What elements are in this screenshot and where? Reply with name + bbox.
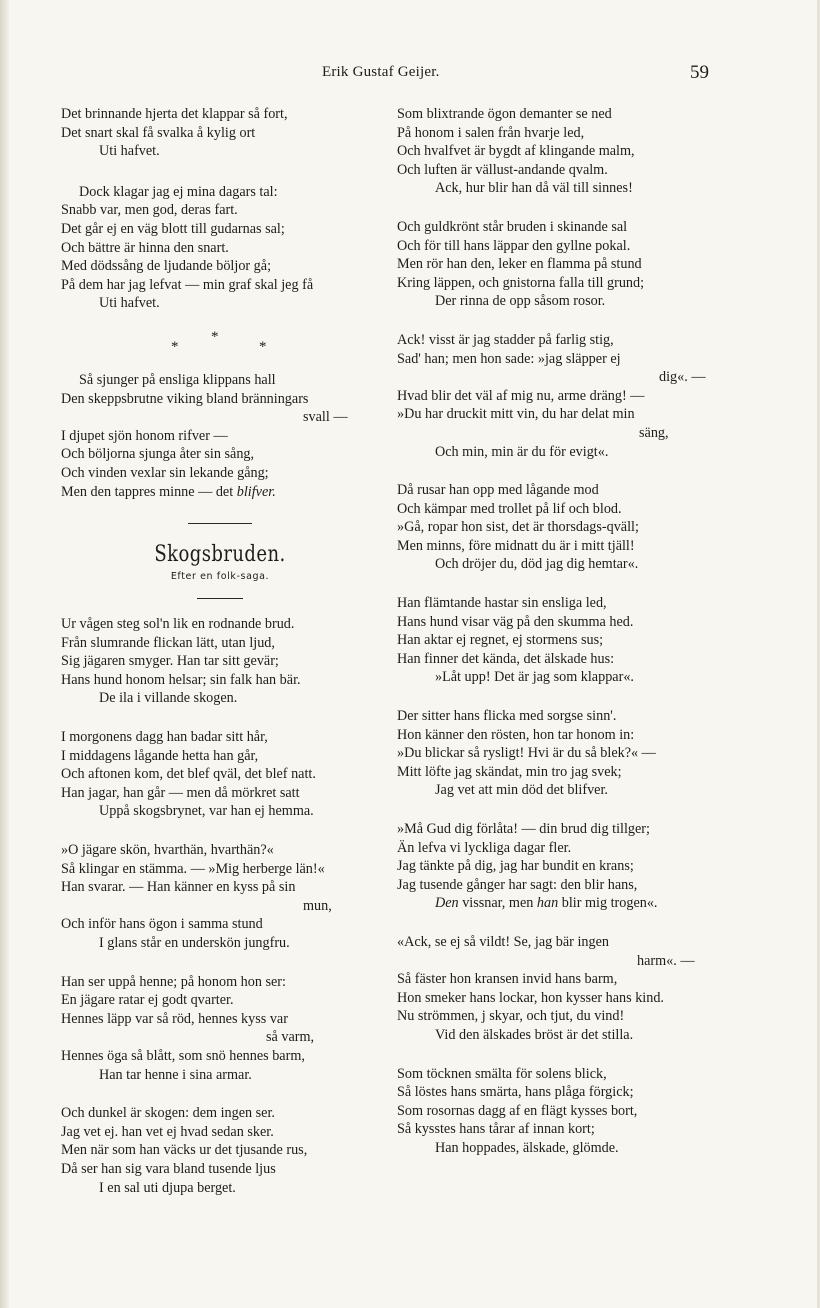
stanza (61, 105, 379, 161)
stanza (61, 615, 379, 708)
verse-line: Hvad blir det väl af mig nu, arme dräng! — (397, 387, 645, 404)
stanza (61, 1104, 379, 1197)
verse-line-continuation: svall — (303, 409, 348, 426)
stanza (61, 371, 379, 501)
verse-line: Då rusar han opp med lågande mod (397, 482, 599, 499)
verse-line: Han flämtande hastar sin ensliga led, (397, 595, 607, 612)
verse-line: Hon smeker hans lockar, hon kysser hans kind. (397, 989, 664, 1006)
verse-line: »Du har druckit mitt vin, du har delat min (397, 406, 635, 423)
verse-line: Det går ej en väg blott till gudarnas sal; (61, 220, 285, 237)
verse-line: Hon känner den rösten, hon tar honom in: (397, 726, 635, 743)
verse-refrain: Jag vet att min död det blifver. (435, 782, 608, 799)
verse-refrain: Uti hafvet. (99, 295, 160, 312)
verse-line: Han jagar, han går — men då mörkret satt (61, 784, 300, 801)
running-header (0, 62, 820, 86)
verse-line: På dem har jag lefvat — min graf skal jeg få (61, 276, 314, 293)
verse-line: Så sjunger på ensliga klippans hall (79, 371, 276, 388)
verse-text: vissnar, men (462, 895, 534, 912)
title-rule-bottom (197, 598, 243, 599)
verse-line: Från slumrande flickan lätt, utan ljud, (61, 634, 275, 651)
verse-refrain: I glans står en underskön jungfru. (99, 935, 290, 951)
stanza (397, 1065, 715, 1158)
stanza (397, 707, 715, 800)
poem-title-block (61, 523, 379, 599)
page-binding-edge (0, 0, 9, 1308)
right-column (397, 105, 715, 1178)
verse-line: Så fäster hon kransen invid hans barm, (397, 971, 618, 988)
poem-subtitle: Efter en folk-saga. (170, 571, 270, 583)
verse-line: Som rosornas dagg af en flägt kysses bort, (397, 1102, 638, 1119)
verse-line-continuation: säng, (639, 424, 669, 441)
verse-line: På honom i salen från hvarje led, (397, 124, 585, 141)
verse-line: Mitt löfte jag skändat, min tro jag svek; (397, 763, 622, 780)
verse-line: Han ser uppå henne; på honom hon ser: (61, 973, 286, 990)
verse-line-continuation: harm«. — (637, 952, 695, 969)
verse-line: Jag vet ej. han vet ej hvad sedan sker. (61, 1123, 274, 1140)
verse-line: Men när som han väcks ur det tjusande rus, (61, 1142, 308, 1159)
verse-line: Och luften är vällust-andande qvalm. (397, 161, 608, 178)
verse-refrain: De ila i villande skogen. (99, 690, 238, 707)
stanza (397, 933, 715, 1045)
verse-line-continuation: mun, (303, 897, 332, 914)
verse-line: Än lefva vi lyckliga dagar fler. (397, 839, 572, 856)
verse-line: Och för till hans läppar den gyllne pokal. (397, 237, 631, 254)
verse-line: »O jägare skön, hvarthän, hvarthän?« (61, 842, 274, 859)
verse-line: Den skeppsbrutne viking bland bränningars (61, 390, 309, 407)
verse-line: Då ser han sig vara bland tusende ljus (61, 1160, 276, 1177)
verse-text: Men den tappres minne — det (61, 483, 234, 500)
stanza (397, 218, 715, 311)
verse-line: Och guldkrönt står bruden i skinande sal (397, 218, 628, 235)
verse-line: Med dödssång de ljudande böljor gå; (61, 258, 272, 275)
verse-line: I djupet sjön honom rifver — (61, 427, 228, 444)
verse-line: Dock klagar jag ej mina dagars tal: (79, 183, 278, 200)
verse-line: I middagens lågande hetta han går, (61, 747, 259, 764)
verse-line: Ack! visst är jag stadder på farlig stig, (397, 331, 614, 348)
verse-line: Sig jägaren smyger. Han tar sitt gevär; (61, 653, 279, 670)
stanza (397, 594, 715, 687)
verse-refrain: Uti hafvet. (99, 143, 160, 160)
verse-line: Jag tänkte på dig, jag har bundit en krans; (397, 858, 634, 875)
verse-refrain: Han hoppades, älskade, glömde. (435, 1139, 619, 1156)
verse-line: I morgonens dagg han badar sitt hår, (61, 729, 268, 746)
verse-line: Som töcknen smälta för solens blick, (397, 1065, 607, 1082)
verse-line-continuation: så varm, (266, 1029, 315, 1046)
title-rule-top (188, 523, 252, 524)
stanza (61, 841, 379, 953)
stanza (61, 728, 379, 821)
verse-refrain: Uppå skogsbrynet, var han ej hemma. (99, 803, 314, 820)
emphasized-word: blifver. (236, 483, 276, 500)
verse-line: Så kysstes hans tårar af innan kort; (397, 1121, 595, 1138)
verse-line: Det brinnande hjerta det klappar så fort, (61, 106, 288, 122)
verse-line: Och vinden vexlar sin lekande gång; (61, 464, 269, 481)
verse-refrain: Vid den älskades bröst är det stilla. (435, 1026, 634, 1043)
verse-line: Och hvalfvet är bygdt af klingande malm, (397, 143, 635, 160)
verse-refrain: Och dröjer du, död jag dig hemtar«. (435, 556, 639, 573)
verse-refrain: I en sal uti djupa berget. (99, 1179, 236, 1196)
running-head-author: Erik Gustaf Geijer. (322, 64, 440, 80)
verse-line: Snabb var, men god, deras fart. (61, 202, 238, 219)
verse-refrain: »Låt upp! Det är jag som klappar«. (435, 669, 634, 686)
stanza (397, 105, 715, 198)
verse-line: Och dunkel är skogen: dem ingen ser. (61, 1105, 275, 1122)
verse-line: Han aktar ej regnet, ej stormens sus; (397, 632, 604, 649)
verse-line: »Må Gud dig förlåta! — din brud dig tillger; (397, 821, 650, 837)
verse-line: Hans hund visar väg på den skumma hed. (397, 613, 634, 630)
verse-line: En jägare ratar ej godt qvarter. (61, 992, 234, 1009)
verse-line: Så löstes hans smärta, hans plåga förgick; (397, 1084, 634, 1101)
verse-line: «Ack, se ej så vildt! Se, jag bär ingen (397, 933, 609, 950)
verse-line: Och kämpar med trollet på lif och blod. (397, 500, 622, 517)
verse-refrain (397, 894, 715, 913)
verse-line: Som blixtrande ögon demanter se ned (397, 106, 612, 122)
verse-refrain: Han tar henne i sina armar. (99, 1066, 252, 1083)
verse-line (61, 483, 379, 502)
verse-line: Han svarar. — Han känner en kyss på sin (61, 879, 296, 896)
verse-line: Hennes öga så blått, som snö hennes barm, (61, 1047, 305, 1064)
separator-star: * (171, 338, 179, 355)
page-number: 59 (690, 62, 709, 83)
verse-line: »Du blickar så rysligt! Hvi är du så blek?« — (397, 745, 656, 762)
verse-line: Men rör han den, leker en flamma på stund (397, 256, 642, 273)
stanza (397, 820, 715, 913)
verse-line: Ur vågen steg sol'n lik en rodnande brud. (61, 616, 295, 633)
verse-refrain: Ack, hur blir han då väl till sinnes! (435, 180, 633, 197)
emphasized-word: han (536, 895, 559, 912)
verse-line: Och aftonen kom, det blef qväl, det blef natt. (61, 766, 316, 783)
verse-line: Han finner det kända, det älskade hus: (397, 650, 615, 667)
verse-line: Hennes läpp var så röd, hennes kyss var (61, 1010, 288, 1027)
stanza (397, 481, 715, 574)
verse-line: Sad' han; men hon sade: »jag släpper ej (397, 350, 621, 367)
verse-line: Nu strömmen, j skyar, och tjut, du vind! (397, 1008, 625, 1025)
verse-line: Der sitter hans flicka med sorgse sinn'. (397, 708, 617, 725)
verse-line: Så klingar en stämma. — »Mig herberge län!« (61, 860, 325, 877)
verse-refrain: Der rinna de opp såsom rosor. (435, 293, 606, 310)
separator-star: * (259, 338, 267, 355)
stanza (61, 183, 379, 313)
verse-line-continuation: dig«. — (659, 369, 706, 386)
verse-refrain: Och min, min är du för evigt«. (435, 443, 609, 460)
section-separator (61, 329, 379, 359)
verse-line: Och böljorna sjunga åter sin sång, (61, 446, 255, 463)
poem-title: Skogsbruden. (154, 542, 286, 568)
verse-line: Jag tusende gånger har sagt: den blir hans, (397, 876, 638, 893)
stanza (397, 331, 715, 461)
verse-line: Kring läppen, och gnistorna falla till grund; (397, 274, 645, 291)
separator-star: * (211, 328, 219, 345)
verse-line: Det snart skal få svalka å kylig ort (61, 124, 256, 141)
stanza (61, 973, 379, 1085)
verse-line: »Gå, ropar hon sist, det är thorsdags-qväll; (397, 519, 639, 536)
verse-line: Och inför hans ögon i samma stund (61, 916, 263, 933)
verse-line: Hans hund honom helsar; sin falk han bär. (61, 671, 301, 688)
left-column (61, 105, 379, 1217)
emphasized-word: Den (435, 895, 459, 912)
verse-text: blir mig trogen«. (561, 895, 658, 912)
verse-line: Och bättre är hinna den snart. (61, 239, 229, 256)
verse-line: Men minns, före midnatt du är i mitt tjäll! (397, 537, 635, 554)
